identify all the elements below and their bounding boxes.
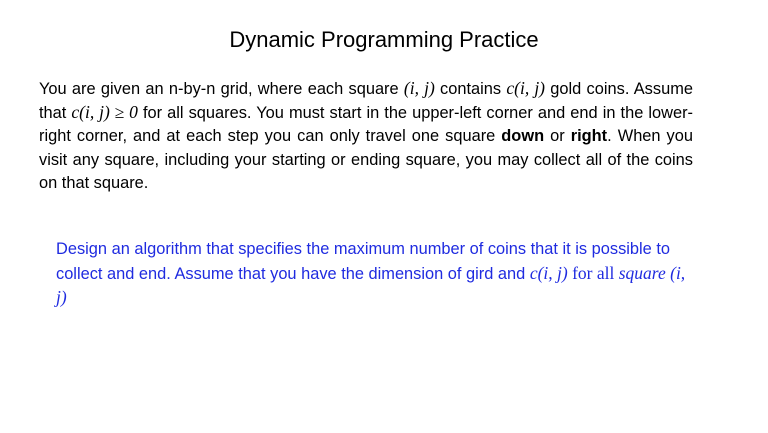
math-coins-cij: c(i, j)	[506, 78, 546, 98]
math-coins-cij: c(i, j)	[529, 262, 568, 283]
math-square-ij: square (i, j)	[56, 262, 686, 307]
keyword-down: down	[501, 127, 545, 146]
keyword-right: right	[570, 127, 608, 146]
question-text: Design an algorithm that specifies the maximum number of coins that it is possible to collect and end. Assume that you have the dimension of gird and	[56, 240, 671, 283]
slide-title: Dynamic Programming Practice	[229, 27, 539, 52]
paragraph-text: You are given an n-by-n grid, where each square	[39, 80, 404, 98]
problem-description	[39, 77, 693, 195]
question-prompt	[56, 238, 696, 311]
math-nonneg-condition: c(i, j) ≥ 0	[71, 102, 138, 123]
question-text: for all	[567, 262, 619, 283]
math-square-ij: (i, j)	[403, 78, 435, 98]
paragraph-text: or	[544, 127, 571, 146]
paragraph-text: contains	[434, 80, 507, 98]
paragraph-text: gold coins. Assume that	[39, 80, 693, 123]
paragraph-text: for all squares. You must start in the upper-left corner and end in the lower-right corner, and at each step you can only travel one square	[39, 104, 693, 146]
paragraph-text: . When you visit any square, including your starting or ending square, you may collect all of the coins on that square.	[39, 127, 693, 192]
